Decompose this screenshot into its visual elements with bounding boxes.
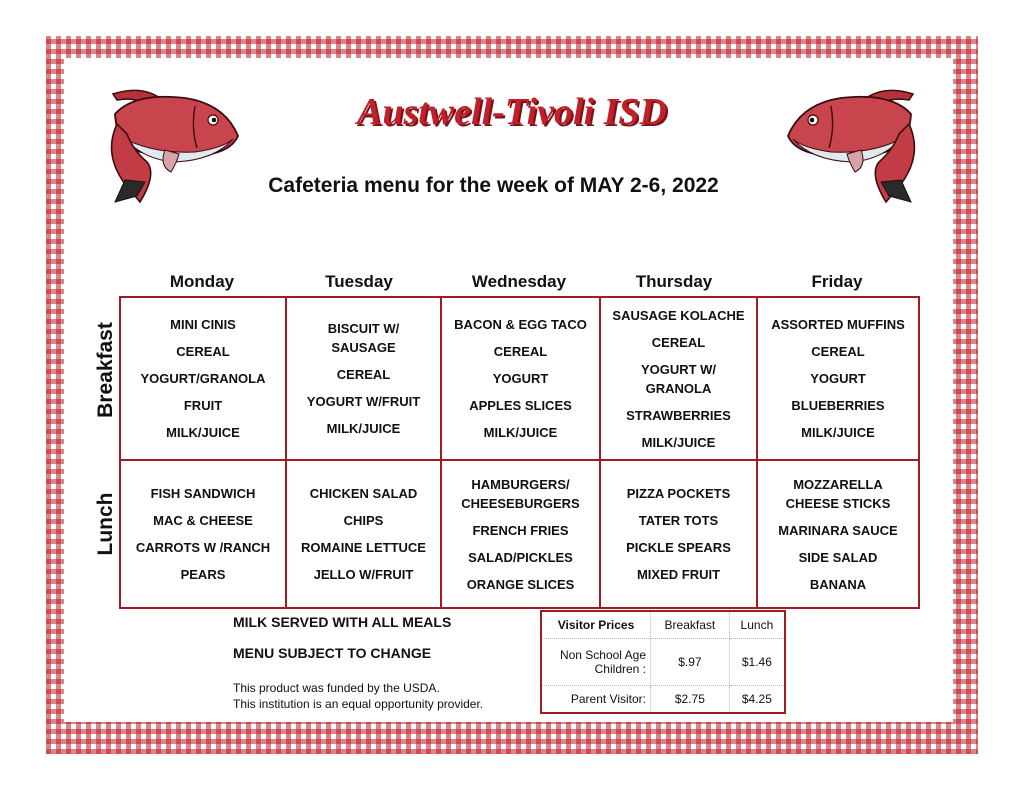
day-header-monday: Monday — [169, 272, 235, 291]
lunch-cell-thursday — [601, 461, 758, 607]
menu-item: YOGURT/GRANOLA — [140, 371, 266, 386]
usda-statement — [233, 680, 483, 712]
menu-item: MOZZARELLA CHEESE STICKS — [785, 476, 891, 511]
breakfast-cell-wednesday — [442, 298, 601, 461]
menu-item: CEREAL — [493, 344, 548, 359]
milk-note: MILK SERVED WITH ALL MEALS — [233, 614, 452, 630]
day-header-friday: Friday — [811, 272, 863, 291]
menu-item: MILK/JUICE — [801, 425, 875, 440]
notes — [233, 614, 451, 676]
breakfast-cell-monday — [121, 298, 287, 461]
prices-row-label: Parent Visitor: — [541, 685, 651, 713]
menu-item: SAUSAGE KOLACHE — [612, 307, 745, 323]
menu-item: FRENCH FRIES — [472, 522, 569, 538]
menu-item: MINI CINIS — [170, 317, 236, 332]
menu-item: YOGURT — [810, 371, 866, 386]
row-label-breakfast: Breakfast — [94, 322, 117, 418]
menu-item: APPLES SLICES — [469, 398, 572, 413]
menu-item: MILK/JUICE — [641, 434, 716, 450]
equal-opportunity-line: This institution is an equal opportunity provider. — [233, 697, 484, 711]
menu-item: CHIPS — [343, 513, 384, 528]
menu-item: FISH SANDWICH — [150, 486, 256, 501]
menu-item: ORANGE SLICES — [466, 576, 575, 592]
prices-header-lunch: Lunch — [729, 611, 785, 639]
menu-grid — [119, 296, 920, 609]
lunch-cell-friday — [758, 461, 918, 607]
visitor-prices-table — [540, 610, 786, 714]
menu-item: PICKLE SPEARS — [626, 540, 731, 555]
menu-item: CEREAL — [336, 367, 391, 382]
menu-item: CEREAL — [651, 334, 706, 350]
price-cell: $1.46 — [729, 639, 785, 686]
prices-row-label: Non School Age Children : — [541, 639, 651, 686]
day-header-thursday: Thursday — [635, 272, 713, 291]
menu-item: BACON & EGG TACO — [454, 317, 587, 332]
menu-item: MILK/JUICE — [166, 425, 240, 440]
menu-item: JELLO W/FRUIT — [313, 567, 414, 582]
lunch-cell-wednesday — [442, 461, 601, 607]
menu-item: HAMBURGERS/ CHEESEBURGERS — [461, 476, 580, 511]
lunch-cell-tuesday — [287, 461, 442, 607]
menu-item: CARROTS W /RANCH — [135, 540, 271, 555]
menu-item: MIXED FRUIT — [636, 567, 721, 582]
usda-line: This product was funded by the USDA. — [233, 681, 440, 695]
menu-item: PIZZA POCKETS — [626, 486, 731, 501]
menu-item: SALAD/PICKLES — [468, 549, 573, 565]
day-header-tuesday: Tuesday — [325, 272, 393, 291]
menu-item: PEARS — [180, 567, 226, 582]
prices-header-breakfast: Breakfast — [651, 611, 730, 639]
menu-item: MARINARA SAUCE — [778, 522, 898, 538]
breakfast-cell-thursday — [601, 298, 758, 461]
menu-item: CHICKEN SALAD — [309, 486, 418, 501]
menu-item: YOGURT W/ GRANOLA — [640, 361, 717, 396]
menu-item: FRUIT — [183, 398, 223, 413]
breakfast-cell-tuesday — [287, 298, 442, 461]
menu-item: YOGURT W/FRUIT — [306, 394, 421, 409]
prices-header-label: Visitor Prices — [541, 611, 651, 639]
menu-item: SIDE SALAD — [798, 549, 878, 565]
day-header-wednesday: Wednesday — [471, 272, 567, 291]
menu-item: CEREAL — [176, 344, 230, 359]
page-title: Austwell-Tivoli ISD — [356, 91, 667, 133]
menu-item: MILK/JUICE — [483, 425, 558, 440]
menu-item: MILK/JUICE — [326, 421, 401, 436]
menu-item: STRAWBERRIES — [626, 407, 731, 423]
price-cell: $4.25 — [729, 685, 785, 713]
menu-item: BISCUIT W/ SAUSAGE — [327, 321, 400, 355]
price-cell: $2.75 — [651, 685, 730, 713]
menu-item: ROMAINE LETTUCE — [301, 540, 426, 555]
menu-item: YOGURT — [492, 371, 549, 386]
menu-item: TATER TOTS — [638, 513, 719, 528]
menu-item: MAC & CHEESE — [153, 513, 253, 528]
price-cell: $.97 — [651, 639, 730, 686]
menu-item: BANANA — [809, 576, 867, 592]
menu-item: CEREAL — [811, 344, 865, 359]
breakfast-cell-friday — [758, 298, 918, 461]
menu-item: BLUEBERRIES — [791, 398, 885, 413]
lunch-cell-monday — [121, 461, 287, 607]
menu-item: ASSORTED MUFFINS — [771, 317, 905, 332]
menu-subtitle: Cafeteria menu for the week of MAY 2-6, 2022 — [268, 174, 719, 197]
row-label-lunch: Lunch — [94, 492, 117, 556]
change-note: MENU SUBJECT TO CHANGE — [233, 645, 432, 661]
